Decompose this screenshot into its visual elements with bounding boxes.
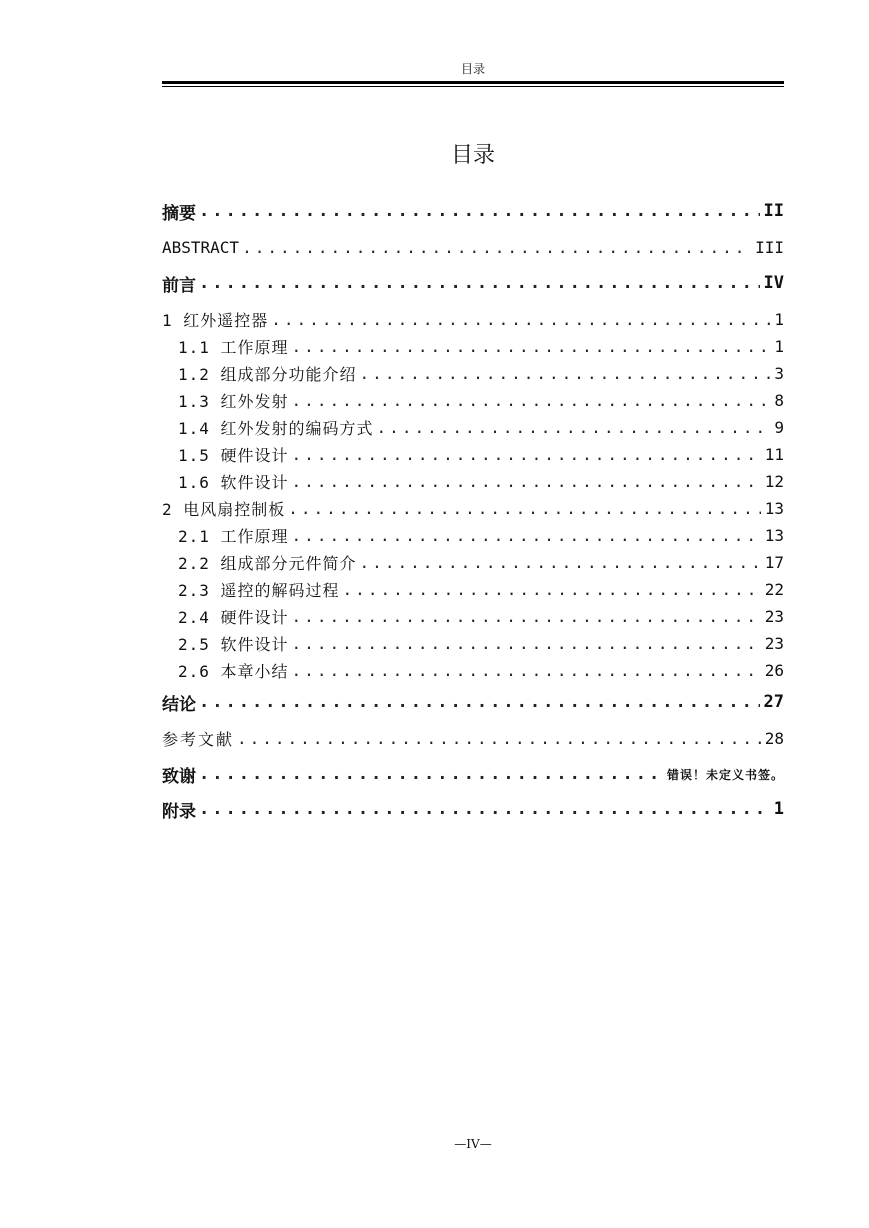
toc-entry-label: 1.1 工作原理 [178,337,289,357]
toc-entry-page: 13 [764,498,784,518]
toc-entry-acknowledgements[interactable] [162,762,784,786]
toc-entry-section-1-3[interactable] [162,388,784,412]
toc-entry-label: 2.1 工作原理 [178,526,289,546]
toc-entry-page: 26 [764,660,784,680]
toc-entry-chapter-2[interactable] [162,496,784,520]
toc-entry-label: 2 电风扇控制板 [162,499,286,519]
toc-leader-dots [377,418,771,437]
toc-entry-section-1-6[interactable] [162,469,784,493]
toc-entry-label: 1 红外遥控器 [162,310,269,330]
toc-leader-dots [360,364,771,383]
toc-leader-dots [288,499,760,518]
toc-entry-section-2-5[interactable] [162,631,784,655]
toc-entry-label: 2.6 本章小结 [178,661,289,681]
toc-entry-page: 9 [774,417,784,437]
toc-entry-page: 3 [774,363,784,383]
toc-leader-dots [292,526,761,545]
toc-entry-label: 致谢 [162,766,196,786]
header-rule-thin [162,86,784,87]
toc-entry-abstract-cn[interactable] [162,199,784,223]
toc-entry-page: 17 [764,552,784,572]
toc-entry-page: 12 [764,471,784,491]
header-rule [162,81,784,84]
toc-entry-section-2-2[interactable] [162,550,784,574]
toc-entry-page: 22 [764,579,784,599]
toc-entry-label: ABSTRACT [162,237,240,257]
toc-leader-dots [199,764,663,784]
toc-entry-label: 1.2 组成部分功能介绍 [178,364,357,384]
toc-entry-label: 1.3 红外发射 [178,391,289,411]
toc-entry-page: 1 [773,799,784,819]
toc-entry-section-1-5[interactable] [162,442,784,466]
toc-entry-page: 13 [764,525,784,545]
toc-entry-label: 2.5 软件设计 [178,634,289,654]
toc-leader-dots [292,445,761,464]
toc-leader-dots [199,692,760,712]
toc-entry-page: 8 [774,390,784,410]
toc-leader-dots [292,472,761,491]
toc-entry-section-2-3[interactable] [162,577,784,601]
toc-entry-label: 2.4 硬件设计 [178,607,289,627]
toc-leader-dots [237,729,761,748]
toc-entry-section-2-1[interactable] [162,523,784,547]
toc-title: 目录 [450,143,495,168]
toc-leader-dots [292,661,761,680]
toc-entry-chapter-1[interactable] [162,307,784,331]
toc-leader-dots [271,310,770,329]
toc-entry-appendix[interactable] [162,797,784,821]
toc-entry-label: 2.3 遥控的解码过程 [178,580,340,600]
toc-entry-section-1-1[interactable] [162,334,784,358]
toc-leader-dots [199,799,770,819]
toc-entry-label: 参考文献 [162,729,235,749]
toc-entry-label: 1.4 红外发射的编码方式 [178,418,374,438]
toc-entry-references[interactable] [162,726,784,750]
toc-entry-label: 结论 [162,694,196,714]
toc-entry-conclusion[interactable] [162,690,784,714]
toc-entry-page: 23 [764,633,784,653]
toc-leader-dots [292,607,761,626]
toc-entry-section-1-2[interactable] [162,361,784,385]
toc-entry-label: 1.6 软件设计 [178,472,289,492]
toc-entry-page: 11 [764,444,784,464]
toc-entry-page-error: 错误！未定义书签。 [666,767,784,782]
running-header: 目录 [460,62,485,76]
toc-entry-label: 1.5 硬件设计 [178,445,289,465]
toc-entry-page: 28 [764,728,784,748]
toc-entry-section-2-4[interactable] [162,604,784,628]
toc-leader-dots [242,238,751,257]
toc-entry-preface[interactable] [162,271,784,295]
toc-leader-dots [292,337,771,356]
toc-leader-dots [199,201,760,221]
toc-entry-page: II [763,201,784,221]
toc-entry-section-2-6[interactable] [162,658,784,682]
toc-leader-dots [292,634,761,653]
toc-entry-label: 2.2 组成部分元件简介 [178,553,357,573]
toc-leader-dots [360,553,761,572]
toc-entry-section-1-4[interactable] [162,415,784,439]
toc-entry-page: 1 [774,336,784,356]
page-footer-number: —IV— [454,1137,492,1151]
toc-entry-page: IV [763,273,784,293]
toc-entry-page: 27 [763,692,784,712]
toc-leader-dots [292,391,771,410]
toc-entry-label: 前言 [162,275,196,295]
toc-entry-label: 摘要 [162,203,196,223]
toc-entry-page: 1 [774,309,784,329]
toc-entry-page: III [755,237,784,257]
toc-leader-dots [343,580,761,599]
toc-entry-page: 23 [764,606,784,626]
toc-leader-dots [199,273,760,293]
toc-entry-abstract-en[interactable] [162,235,784,259]
toc-entry-label: 附录 [162,801,196,821]
